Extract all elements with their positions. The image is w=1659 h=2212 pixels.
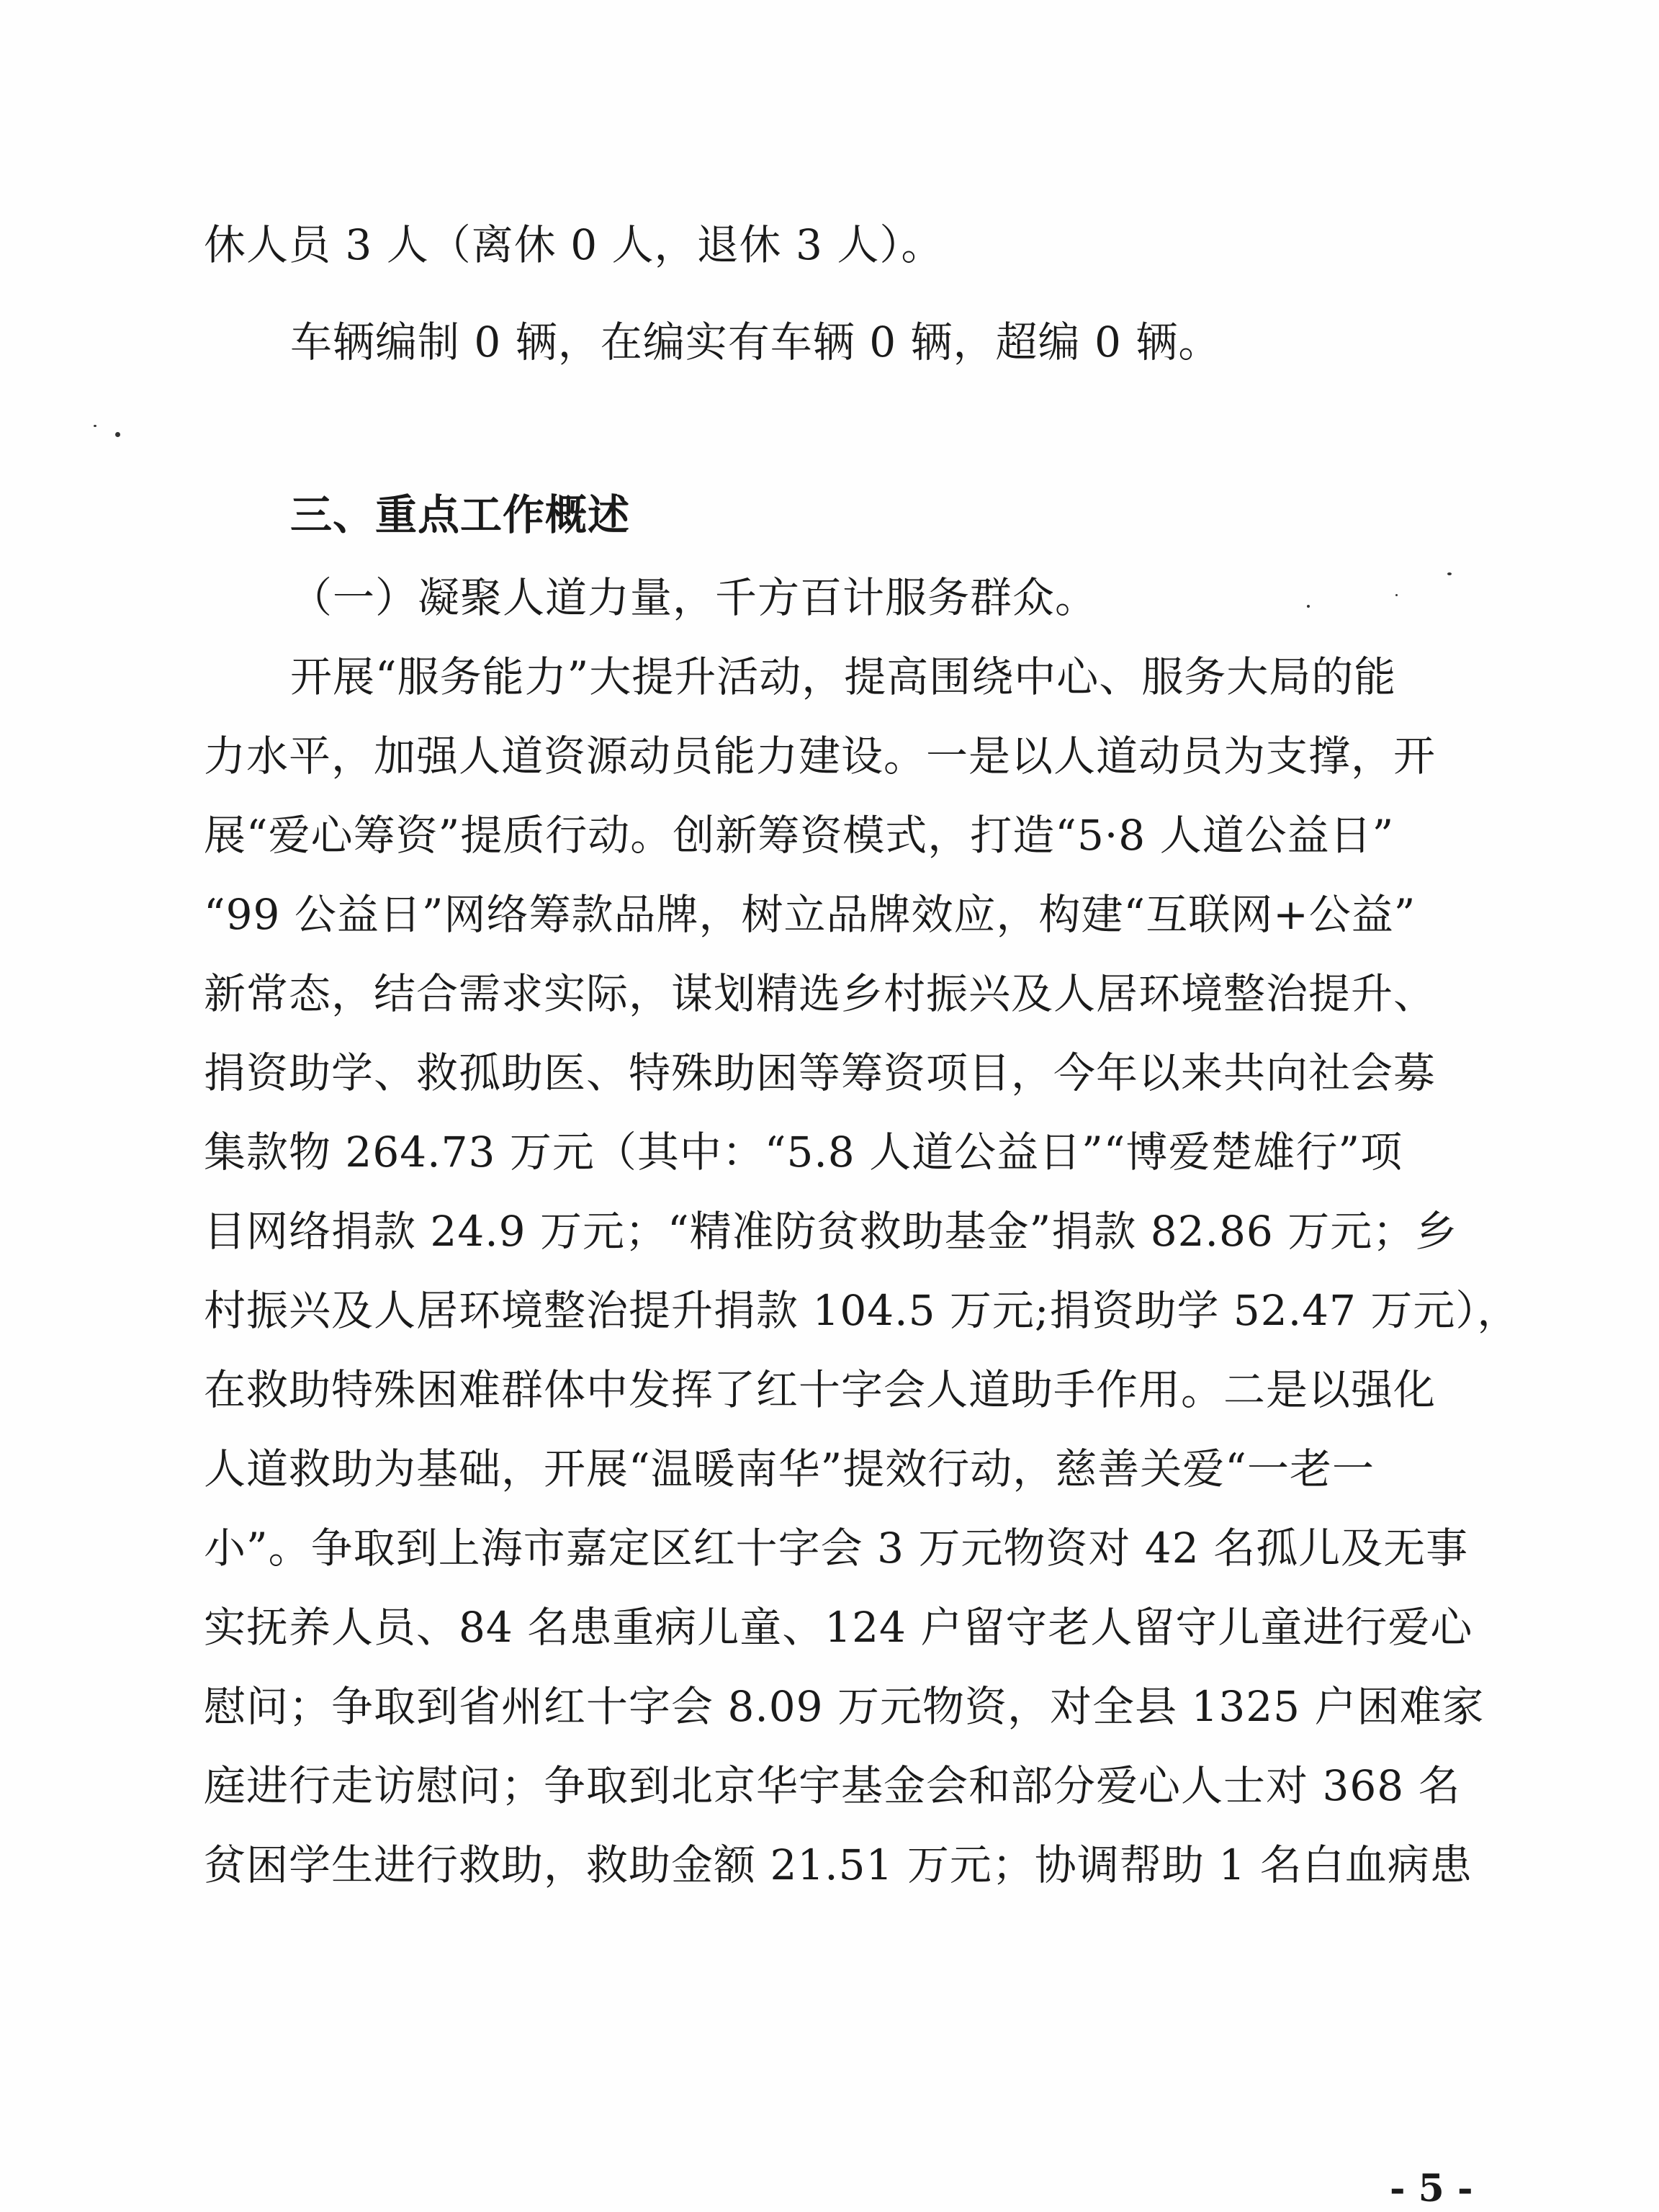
- scan-speck: [94, 425, 96, 427]
- scan-speck: [1395, 594, 1398, 596]
- paragraph-line-11: 人道救助为基础，开展“温暖南华”提效行动，慈善关爱“一老一: [204, 1444, 1375, 1493]
- paragraph-line-6: 捐资助学、救孤助医、特殊助困等筹资项目，今年以来共向社会募: [204, 1048, 1437, 1097]
- subsection-heading: （一）凝聚人道力量，千方百计服务群众。: [290, 573, 1098, 622]
- paragraph-line-8: 目网络捐款 24.9 万元；“精准防贫救助基金”捐款 82.86 万元；乡: [204, 1207, 1458, 1256]
- paragraph-line-7: 集款物 264.73 万元（其中：“5.8 人道公益日”“博爱楚雄行”项: [204, 1128, 1403, 1177]
- paragraph-line-15: 庭进行走访慰问；争取到北京华宇基金会和部分爱心人士对 368 名: [204, 1761, 1461, 1810]
- paragraph-line-4: “99 公益日”网络筹款品牌，树立品牌效应，构建“互联网+公益”: [204, 890, 1416, 939]
- section-heading: 三、重点工作概述: [290, 490, 631, 539]
- paragraph-line-1: 开展“服务能力”大提升活动，提高围绕中心、服务大局的能: [290, 652, 1397, 701]
- scan-speck: [115, 432, 120, 437]
- paragraph-line-14: 慰问；争取到省州红十字会 8.09 万元物资，对全县 1325 户困难家: [204, 1682, 1485, 1731]
- paragraph-line-13: 实抚养人员、84 名患重病儿童、124 户留守老人留守儿童进行爱心: [204, 1603, 1473, 1652]
- paragraph-line-5: 新常态，结合需求实际，谋划精选乡村振兴及人居环境整治提升、: [204, 969, 1437, 1018]
- text-line-2: 车辆编制 0 辆，在编实有车辆 0 辆，超编 0 辆。: [290, 318, 1221, 367]
- paragraph-line-2: 力水平，加强人道资源动员能力建设。一是以人道动员为支撑，开: [204, 732, 1437, 781]
- text-line-1: 休人员 3 人（离休 0 人，退休 3 人）。: [204, 220, 944, 269]
- scan-speck: [1307, 605, 1310, 608]
- paragraph-line-12: 小”。争取到上海市嘉定区红十字会 3 万元物资对 42 名孤儿及无事: [204, 1524, 1469, 1573]
- scan-speck: [1447, 572, 1452, 575]
- paragraph-line-10: 在救助特殊困难群体中发挥了红十字会人道助手作用。二是以强化: [204, 1365, 1437, 1414]
- paragraph-line-3: 展“爱心筹资”提质行动。创新筹资模式，打造“5·8 人道公益日”: [204, 811, 1395, 860]
- page-number: - 5 -: [1390, 2167, 1473, 2211]
- paragraph-line-9: 村振兴及人居环境整治提升捐款 104.5 万元;捐资助学 52.47 万元），: [204, 1286, 1520, 1335]
- paragraph-line-16: 贫困学生进行救助，救助金额 21.51 万元；协调帮助 1 名白血病患: [204, 1840, 1473, 1889]
